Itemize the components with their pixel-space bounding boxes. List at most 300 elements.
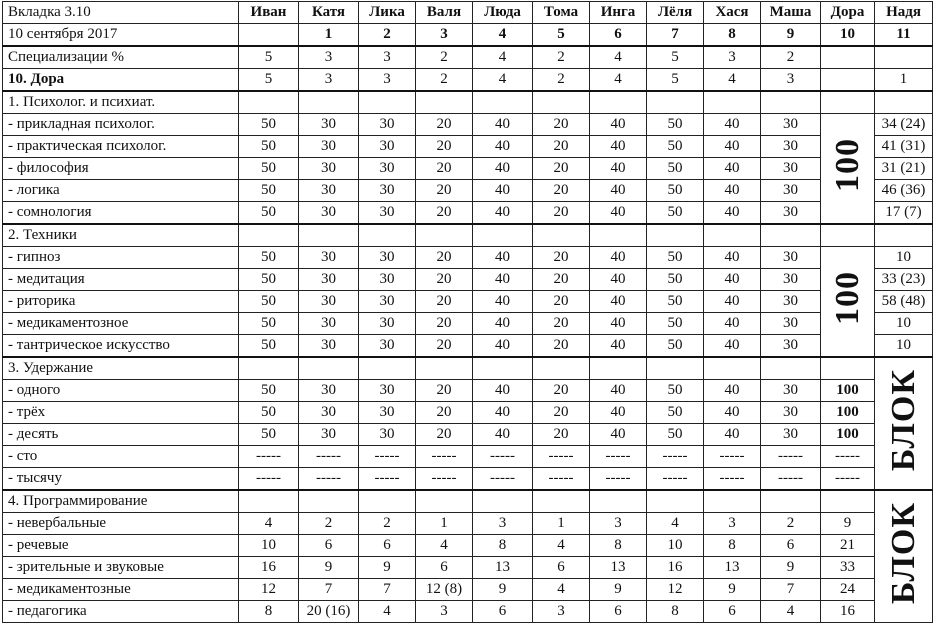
value-cell: 9	[761, 557, 821, 579]
empty-cell	[299, 224, 359, 247]
value-cell: 50	[239, 291, 299, 313]
row-label: - невербальные	[3, 513, 239, 535]
value-cell: 20	[416, 158, 473, 180]
row-label: - риторика	[3, 291, 239, 313]
value-cell: 30	[761, 335, 821, 358]
nadya-value: 31 (21)	[875, 158, 933, 180]
empty-cell	[359, 224, 416, 247]
empty-cell	[416, 224, 473, 247]
value-cell: 50	[647, 202, 704, 225]
value-cell: -----	[299, 468, 359, 491]
dora-value	[821, 69, 875, 92]
value-cell: 30	[359, 335, 416, 358]
value-cell: 40	[704, 269, 761, 291]
value-cell: 40	[473, 202, 533, 225]
value-cell: 30	[299, 202, 359, 225]
value-cell: 30	[761, 402, 821, 424]
row-label: - прикладная психолог.	[3, 114, 239, 136]
value-cell: 30	[761, 158, 821, 180]
row-label: - медикаментозное	[3, 313, 239, 335]
value-cell: 30	[299, 247, 359, 269]
value-cell: -----	[761, 446, 821, 468]
row-label: - одного	[3, 380, 239, 402]
section-title: 3. Удержание	[3, 357, 239, 380]
value-cell: 8	[647, 601, 704, 623]
data-row	[3, 601, 933, 623]
specialization-row	[3, 46, 933, 69]
merged-total-text: 100	[828, 138, 866, 192]
data-row	[3, 468, 933, 491]
value-cell: 40	[590, 202, 647, 225]
value-cell: 20	[533, 136, 590, 158]
specialization-value: 2	[416, 46, 473, 69]
nadya-value: 41 (31)	[875, 136, 933, 158]
dora-label: 10. Дора	[3, 69, 239, 92]
value-cell: 20	[416, 202, 473, 225]
empty-cell	[590, 357, 647, 380]
value-cell: 7	[359, 579, 416, 601]
value-cell: 16	[239, 557, 299, 579]
value-cell: 40	[590, 180, 647, 202]
data-row	[3, 269, 933, 291]
column-name-0: Иван	[239, 2, 299, 24]
column-number-5: 5	[533, 24, 590, 47]
value-cell: 20	[533, 424, 590, 446]
specialization-value: 4	[473, 46, 533, 69]
data-row	[3, 424, 933, 446]
value-cell: 30	[299, 136, 359, 158]
value-cell: 50	[647, 269, 704, 291]
column-name-4: Люда	[473, 2, 533, 24]
value-cell: 30	[761, 180, 821, 202]
value-cell: 40	[473, 335, 533, 358]
dora-value: 5	[239, 69, 299, 92]
dora-value: 9	[821, 513, 875, 535]
column-number-4: 4	[473, 24, 533, 47]
empty-cell	[590, 224, 647, 247]
value-cell: 30	[761, 202, 821, 225]
value-cell: 50	[239, 269, 299, 291]
value-cell: 8	[239, 601, 299, 623]
empty-cell	[416, 91, 473, 114]
data-row	[3, 247, 933, 269]
value-cell: 8	[590, 535, 647, 557]
value-cell: 20	[416, 247, 473, 269]
empty-cell	[359, 357, 416, 380]
value-cell: 50	[239, 202, 299, 225]
value-cell: 30	[761, 380, 821, 402]
nadya-value: 10	[875, 335, 933, 358]
specialization-value: 3	[299, 46, 359, 69]
value-cell: 6	[416, 557, 473, 579]
specialization-value: 2	[533, 46, 590, 69]
value-cell: 20	[533, 380, 590, 402]
nadya-value: 10	[875, 313, 933, 335]
value-cell: 20	[533, 402, 590, 424]
column-number-8: 8	[704, 24, 761, 47]
column-number-1: 1	[299, 24, 359, 47]
value-cell: 40	[590, 424, 647, 446]
value-cell: 30	[359, 269, 416, 291]
data-row	[3, 446, 933, 468]
dora-value: 4	[590, 69, 647, 92]
empty-cell	[761, 357, 821, 380]
sheet-title: Вкладка 3.10	[3, 2, 239, 24]
value-cell: 30	[299, 114, 359, 136]
empty-cell	[239, 224, 299, 247]
value-cell: 6	[761, 535, 821, 557]
row-label: - зрительные и звуковые	[3, 557, 239, 579]
empty-cell	[533, 490, 590, 513]
data-row	[3, 513, 933, 535]
section-title: 1. Психолог. и психиат.	[3, 91, 239, 114]
value-cell: 9	[590, 579, 647, 601]
value-cell: 12	[239, 579, 299, 601]
value-cell: 40	[704, 136, 761, 158]
dora-value: 4	[473, 69, 533, 92]
value-cell: -----	[704, 446, 761, 468]
value-cell: 4	[761, 601, 821, 623]
value-cell: 40	[704, 247, 761, 269]
empty-cell	[299, 357, 359, 380]
value-cell: 20	[416, 424, 473, 446]
value-cell: 40	[590, 291, 647, 313]
value-cell: 4	[647, 513, 704, 535]
nadya-value: 46 (36)	[875, 180, 933, 202]
value-cell: 20	[533, 291, 590, 313]
value-cell: 20	[416, 180, 473, 202]
value-cell: 40	[473, 380, 533, 402]
empty-cell	[704, 490, 761, 513]
value-cell: 50	[647, 335, 704, 358]
header-names-row	[3, 2, 933, 24]
empty-cell	[590, 91, 647, 114]
specialization-value: 3	[704, 46, 761, 69]
value-cell: 50	[239, 335, 299, 358]
value-cell: 30	[359, 380, 416, 402]
data-row	[3, 335, 933, 358]
value-cell: 6	[473, 601, 533, 623]
value-cell: 30	[299, 380, 359, 402]
value-cell: 13	[704, 557, 761, 579]
value-cell: 20	[533, 180, 590, 202]
value-cell: 40	[473, 313, 533, 335]
block-label-text: БЛОК	[884, 501, 922, 605]
value-cell: 30	[359, 136, 416, 158]
row-label: - сто	[3, 446, 239, 468]
value-cell: 40	[590, 402, 647, 424]
dora-value: 100	[821, 402, 875, 424]
value-cell: 30	[761, 424, 821, 446]
value-cell: 30	[359, 402, 416, 424]
empty-cell	[647, 357, 704, 380]
merged-total	[821, 247, 875, 358]
value-cell: 40	[590, 335, 647, 358]
value-cell: -----	[533, 468, 590, 491]
value-cell: 50	[647, 313, 704, 335]
data-row	[3, 114, 933, 136]
value-cell: 1	[533, 513, 590, 535]
value-cell: 30	[299, 313, 359, 335]
empty-cell	[875, 91, 933, 114]
value-cell: 50	[239, 247, 299, 269]
value-cell: 50	[647, 291, 704, 313]
empty-cell	[473, 357, 533, 380]
value-cell: -----	[299, 446, 359, 468]
value-cell: 20	[416, 136, 473, 158]
data-row	[3, 402, 933, 424]
value-cell: 2	[359, 513, 416, 535]
empty-cell	[473, 490, 533, 513]
dora-value: 16	[821, 601, 875, 623]
value-cell: 40	[704, 202, 761, 225]
data-row	[3, 535, 933, 557]
value-cell: 9	[359, 557, 416, 579]
empty-cell	[416, 490, 473, 513]
value-cell: 30	[359, 180, 416, 202]
empty-cell	[299, 91, 359, 114]
value-cell: 7	[761, 579, 821, 601]
nadya-value: 34 (24)	[875, 114, 933, 136]
data-row	[3, 136, 933, 158]
value-cell: 9	[473, 579, 533, 601]
column-name-8: Хася	[704, 2, 761, 24]
data-row	[3, 291, 933, 313]
column-name-10: Дора	[821, 2, 875, 24]
value-cell: 3	[590, 513, 647, 535]
dora-value: -----	[821, 468, 875, 491]
value-cell: 40	[704, 402, 761, 424]
value-cell: -----	[473, 468, 533, 491]
value-cell: -----	[590, 468, 647, 491]
value-cell: 40	[590, 269, 647, 291]
empty-cell	[239, 490, 299, 513]
column-name-11: Надя	[875, 2, 933, 24]
row-label: - тысячу	[3, 468, 239, 491]
value-cell: 30	[761, 114, 821, 136]
value-cell: 40	[473, 180, 533, 202]
nadya-value: 58 (48)	[875, 291, 933, 313]
value-cell: 40	[590, 380, 647, 402]
value-cell: 30	[761, 269, 821, 291]
empty-cell	[647, 224, 704, 247]
value-cell: 20 (16)	[299, 601, 359, 623]
empty-cell	[416, 357, 473, 380]
value-cell: 40	[590, 136, 647, 158]
block-label-text: БЛОК	[884, 368, 922, 472]
empty-cell	[821, 357, 875, 380]
specialization-value: 2	[761, 46, 821, 69]
data-row	[3, 313, 933, 335]
value-cell: -----	[416, 468, 473, 491]
empty-cell	[239, 357, 299, 380]
column-number-10: 10	[821, 24, 875, 47]
column-number-0	[239, 24, 299, 47]
specialization-value	[821, 46, 875, 69]
value-cell: 30	[359, 313, 416, 335]
row-label: - тантрическое искусство	[3, 335, 239, 358]
value-cell: 50	[647, 180, 704, 202]
value-cell: 6	[299, 535, 359, 557]
merged-total-text: 100	[828, 271, 866, 325]
header-numbers-row	[3, 24, 933, 47]
row-label: - трёх	[3, 402, 239, 424]
value-cell: 3	[416, 601, 473, 623]
value-cell: 7	[299, 579, 359, 601]
value-cell: -----	[416, 446, 473, 468]
nadya-value: 10	[875, 247, 933, 269]
empty-cell	[533, 357, 590, 380]
value-cell: 30	[359, 114, 416, 136]
value-cell: 16	[647, 557, 704, 579]
value-cell: 6	[533, 557, 590, 579]
value-cell: 20	[533, 313, 590, 335]
column-name-9: Маша	[761, 2, 821, 24]
value-cell: 10	[239, 535, 299, 557]
dora-value: 100	[821, 424, 875, 446]
dora-value: 21	[821, 535, 875, 557]
value-cell: 30	[299, 291, 359, 313]
empty-cell	[590, 490, 647, 513]
empty-cell	[473, 91, 533, 114]
value-cell: 20	[533, 114, 590, 136]
value-cell: -----	[239, 468, 299, 491]
value-cell: 3	[533, 601, 590, 623]
empty-cell	[875, 224, 933, 247]
value-cell: 30	[359, 247, 416, 269]
data-row	[3, 158, 933, 180]
specialization-value	[875, 46, 933, 69]
value-cell: 50	[239, 402, 299, 424]
value-cell: 40	[704, 380, 761, 402]
value-cell: 2	[761, 513, 821, 535]
empty-cell	[761, 91, 821, 114]
value-cell: 3	[473, 513, 533, 535]
empty-cell	[359, 490, 416, 513]
section-title-row	[3, 91, 933, 114]
column-name-1: Катя	[299, 2, 359, 24]
value-cell: 40	[473, 114, 533, 136]
column-name-7: Лёля	[647, 2, 704, 24]
row-label: - речевые	[3, 535, 239, 557]
value-cell: 10	[647, 535, 704, 557]
value-cell: 20	[416, 114, 473, 136]
empty-cell	[239, 91, 299, 114]
value-cell: 20	[533, 335, 590, 358]
section-title-row	[3, 357, 933, 380]
value-cell: 30	[299, 158, 359, 180]
schedule-table	[2, 1, 933, 623]
dora-value: 33	[821, 557, 875, 579]
value-cell: -----	[473, 446, 533, 468]
specialization-value: 5	[647, 46, 704, 69]
empty-cell	[704, 357, 761, 380]
row-label: - логика	[3, 180, 239, 202]
value-cell: 20	[416, 380, 473, 402]
value-cell: 30	[761, 291, 821, 313]
dora-value: 100	[821, 380, 875, 402]
specialization-label: Специализации %	[3, 46, 239, 69]
value-cell: 20	[416, 402, 473, 424]
dora-value: 3	[299, 69, 359, 92]
value-cell: 30	[359, 291, 416, 313]
empty-cell	[821, 91, 875, 114]
value-cell: 4	[239, 513, 299, 535]
value-cell: 40	[704, 180, 761, 202]
value-cell: 12 (8)	[416, 579, 473, 601]
value-cell: 50	[647, 158, 704, 180]
value-cell: 30	[761, 247, 821, 269]
value-cell: -----	[647, 468, 704, 491]
value-cell: 50	[647, 380, 704, 402]
value-cell: 30	[359, 424, 416, 446]
value-cell: 6	[359, 535, 416, 557]
value-cell: 40	[704, 424, 761, 446]
row-label: - медикаментозные	[3, 579, 239, 601]
value-cell: 50	[239, 158, 299, 180]
empty-cell	[704, 224, 761, 247]
data-row	[3, 579, 933, 601]
value-cell: 50	[239, 114, 299, 136]
column-number-9: 9	[761, 24, 821, 47]
row-label: - педагогика	[3, 601, 239, 623]
value-cell: 40	[590, 114, 647, 136]
value-cell: 40	[704, 114, 761, 136]
value-cell: 8	[704, 535, 761, 557]
value-cell: 50	[239, 313, 299, 335]
section-title: 4. Программирование	[3, 490, 239, 513]
value-cell: 50	[239, 136, 299, 158]
value-cell: 3	[704, 513, 761, 535]
value-cell: 40	[473, 136, 533, 158]
data-row	[3, 557, 933, 579]
value-cell: 8	[473, 535, 533, 557]
row-label: - сомнология	[3, 202, 239, 225]
specialization-value: 4	[590, 46, 647, 69]
value-cell: 40	[704, 335, 761, 358]
value-cell: 20	[533, 247, 590, 269]
value-cell: 4	[359, 601, 416, 623]
value-cell: 30	[761, 136, 821, 158]
value-cell: 50	[647, 136, 704, 158]
value-cell: 30	[359, 158, 416, 180]
value-cell: 30	[299, 335, 359, 358]
nadya-value: 33 (23)	[875, 269, 933, 291]
value-cell: 30	[299, 402, 359, 424]
value-cell: 4	[533, 579, 590, 601]
sheet-date: 10 сентября 2017	[3, 24, 239, 47]
data-row	[3, 180, 933, 202]
empty-cell	[821, 224, 875, 247]
value-cell: 30	[359, 202, 416, 225]
value-cell: 40	[590, 158, 647, 180]
value-cell: 12	[647, 579, 704, 601]
specialization-value: 5	[239, 46, 299, 69]
value-cell: -----	[359, 468, 416, 491]
value-cell: 40	[704, 291, 761, 313]
section-title: 2. Техники	[3, 224, 239, 247]
dora-value: 3	[761, 69, 821, 92]
empty-cell	[299, 490, 359, 513]
value-cell: -----	[647, 446, 704, 468]
section-title-row	[3, 224, 933, 247]
empty-cell	[821, 490, 875, 513]
value-cell: 50	[647, 114, 704, 136]
value-cell: 6	[704, 601, 761, 623]
value-cell: 30	[299, 424, 359, 446]
value-cell: -----	[239, 446, 299, 468]
value-cell: 50	[239, 180, 299, 202]
